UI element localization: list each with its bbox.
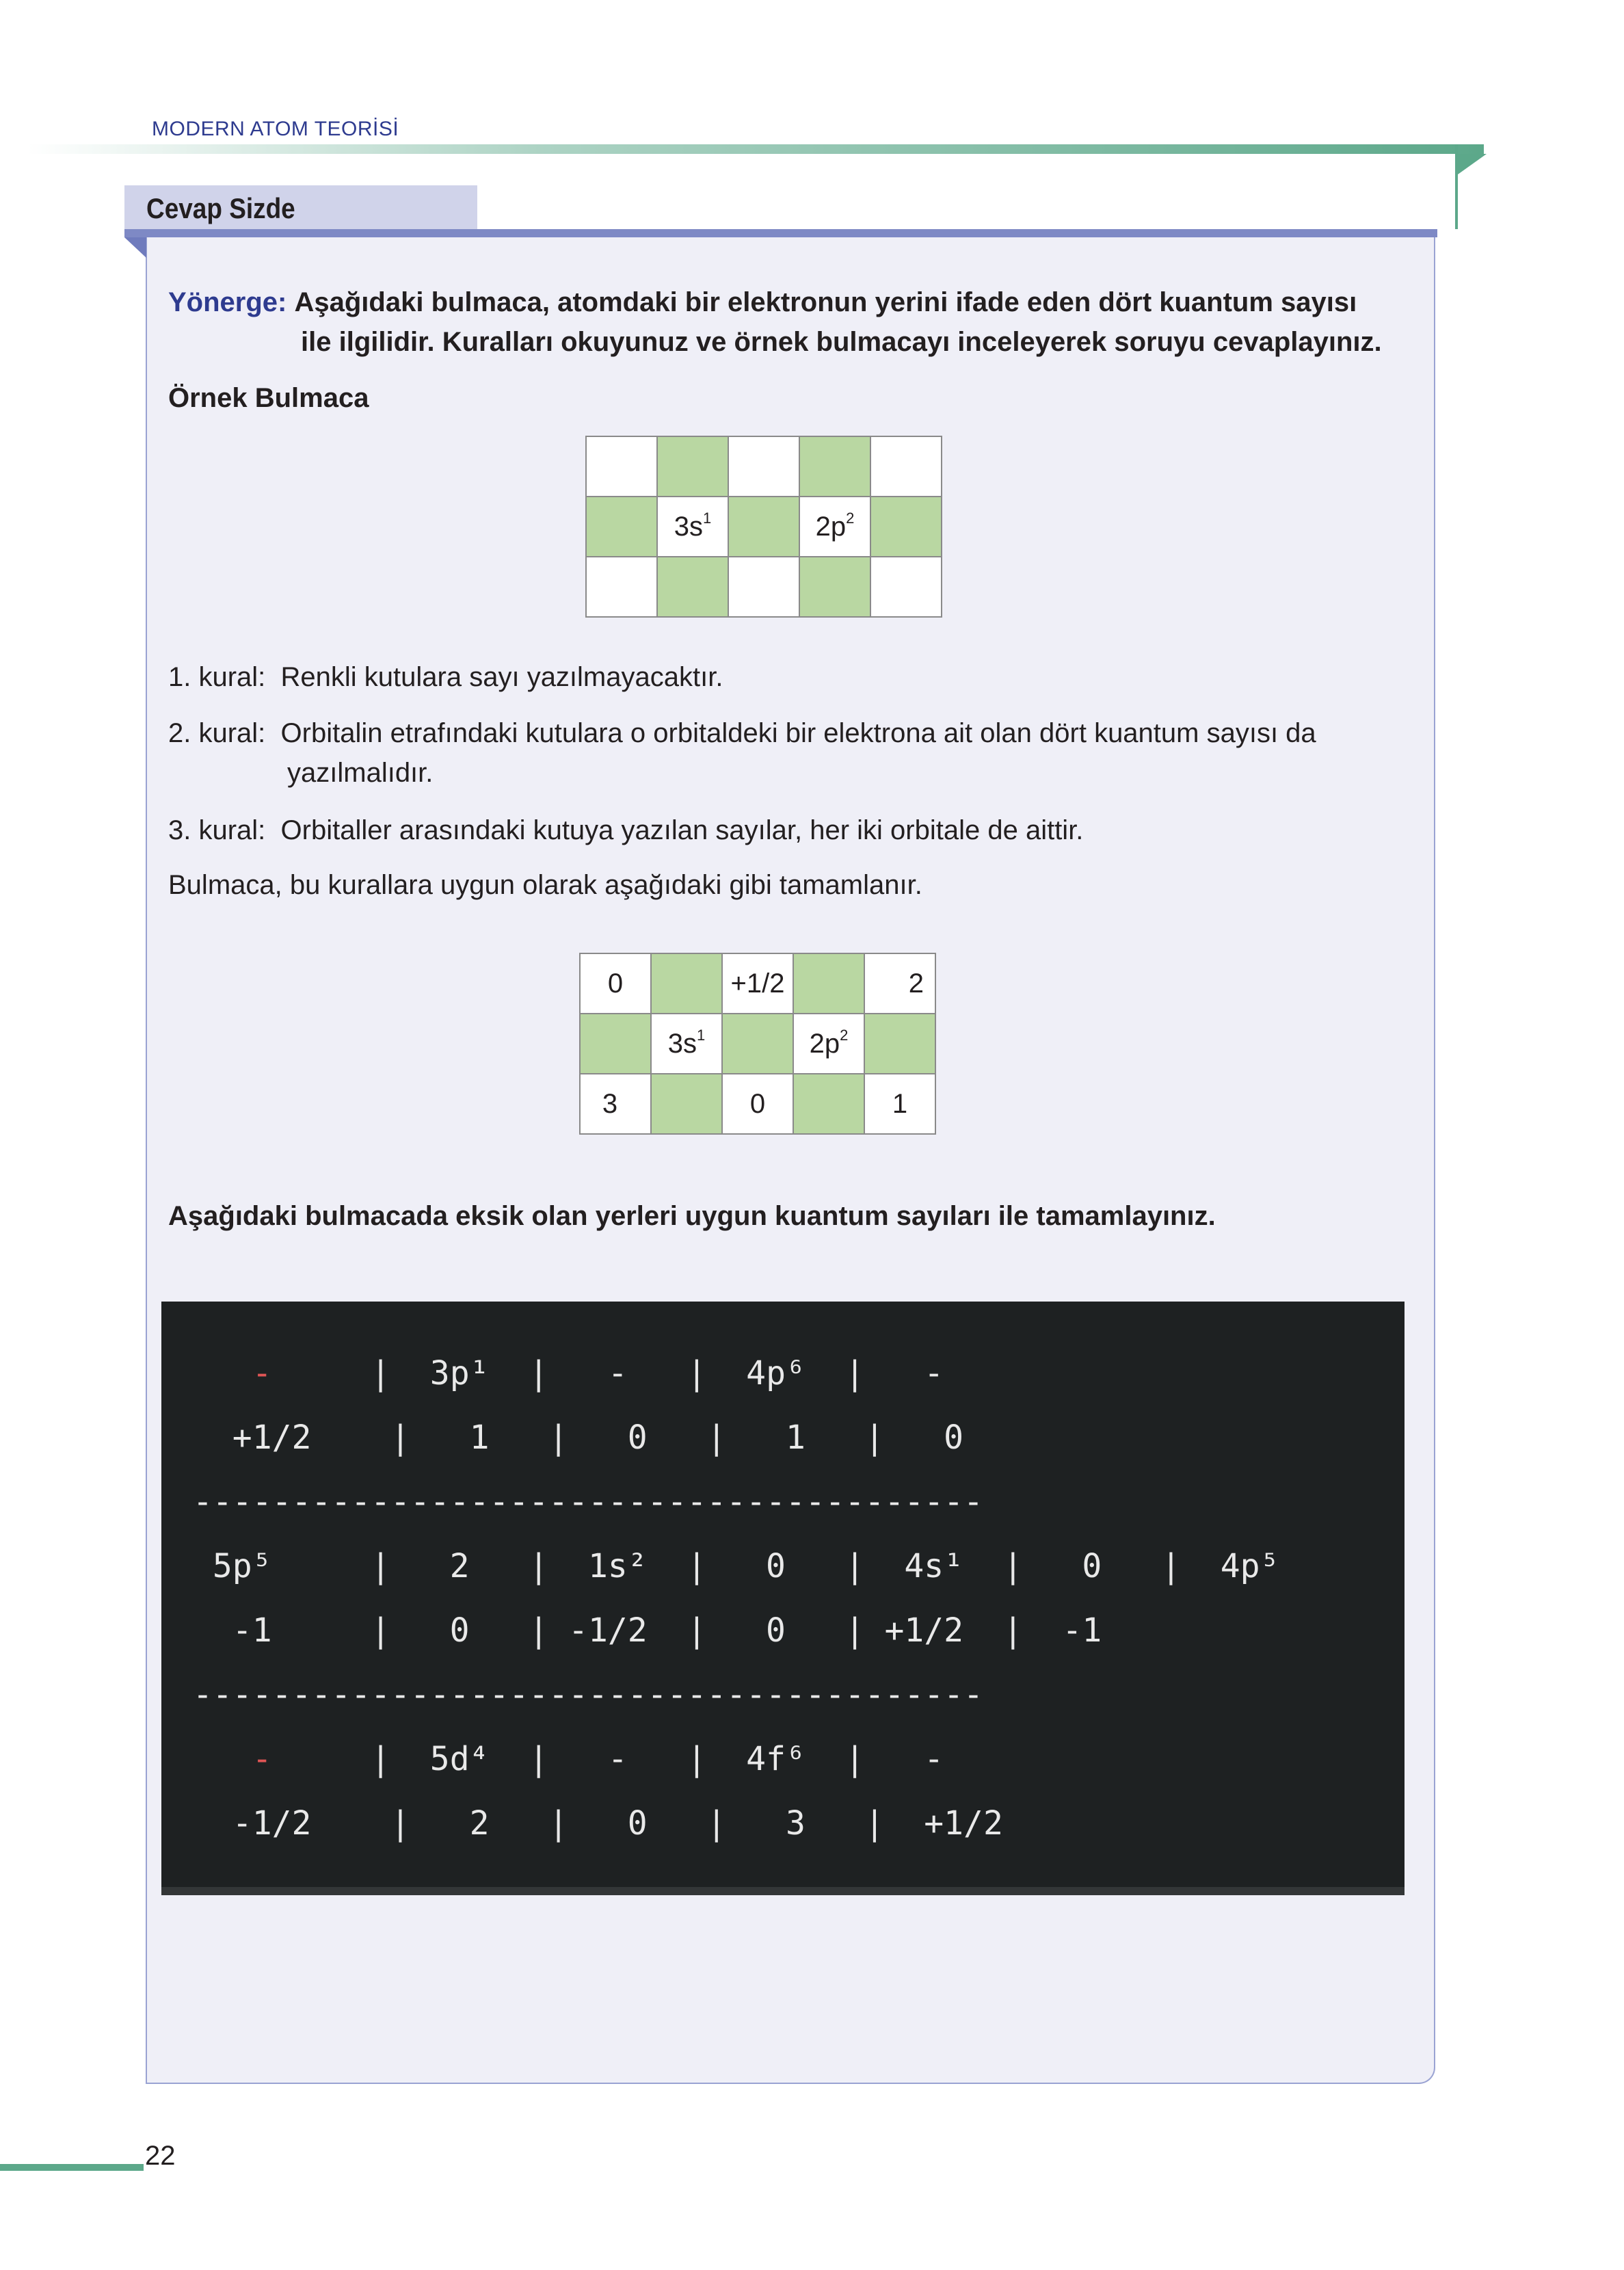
grid-cell-colored [793, 1074, 864, 1134]
missing-marker: - [252, 1354, 272, 1393]
grid-cell [870, 557, 942, 617]
grid-cell [586, 436, 657, 497]
grid-cell-colored [722, 1014, 793, 1074]
grid-cell [728, 557, 799, 617]
answer-row: -1 | 0 | -1/2 | 0 | +1/2 | -1 [193, 1611, 1102, 1650]
question-text: Aşağıdaki bulmacada eksik olan yerleri uygun kuantum sayıları ile tamamlayınız. [168, 1201, 1216, 1231]
example-puzzle-grid [585, 436, 942, 618]
section-label: Cevap Sizde [146, 192, 295, 224]
grid-cell-colored [651, 953, 722, 1014]
orbital-cell [657, 497, 728, 557]
orbital-label: 3s [667, 1028, 697, 1059]
grid-cell-colored [870, 497, 942, 557]
header-tab-corner [1458, 154, 1487, 174]
grid-cell-colored [586, 497, 657, 557]
grid-cell-colored [657, 436, 728, 497]
orbital-label: 2p [809, 1028, 840, 1059]
grid-cell [728, 436, 799, 497]
orbital-superscript: 1 [697, 1026, 706, 1044]
separator-line: ---------------------------------------- [193, 1676, 983, 1714]
quantum-number-cell: 1 [864, 1074, 935, 1134]
section-corner [124, 237, 146, 258]
separator-line: ---------------------------------------- [193, 1483, 983, 1521]
answer-row: 5p⁵ | 2 | 1s² | 0 | 4s¹ | 0 | 4p⁵ [193, 1547, 1280, 1585]
grid-cell-colored [799, 436, 870, 497]
orbital-cell [799, 497, 870, 557]
answer-code-block [161, 1302, 1405, 1895]
orbital-cell [793, 1014, 864, 1074]
grid-cell [870, 436, 942, 497]
answer-row: | 5d⁴ | - | 4f⁶ | - [271, 1740, 944, 1778]
rule-1 [168, 662, 723, 693]
orbital-label: 3s [674, 511, 703, 542]
answer-row: | 3p¹ | - | 4p⁶ | - [271, 1354, 944, 1393]
grid-cell [586, 557, 657, 617]
grid-cell-colored [864, 1014, 935, 1074]
grid-cell-colored [657, 557, 728, 617]
quantum-number-cell: 0 [722, 1074, 793, 1134]
grid-cell-colored [799, 557, 870, 617]
quantum-number-cell: 3 [580, 1074, 651, 1134]
quantum-number-cell: 0 [580, 953, 651, 1014]
page-number: 22 [145, 2141, 176, 2171]
rule-3 [168, 815, 1083, 846]
instruction-label: Yönerge: [168, 287, 287, 317]
orbital-superscript: 2 [846, 509, 855, 527]
missing-marker: - [252, 1740, 272, 1778]
grid-cell-colored [728, 497, 799, 557]
orbital-superscript: 1 [703, 509, 712, 527]
instruction-text-1: Aşağıdaki bulmaca, atomdaki bir elektronun yerini ifade eden dört kuantum sayısı [294, 287, 1357, 317]
completion-text: Bulmaca, bu kurallara uygun olarak aşağıdaki gibi tamamlanır. [168, 870, 922, 900]
quantum-number-cell: 2 [864, 953, 935, 1014]
orbital-label: 2p [815, 511, 847, 542]
grid-cell-colored [651, 1074, 722, 1134]
quantum-number-cell: +1/2 [722, 953, 793, 1014]
rule-number: 3. kural: [168, 815, 266, 845]
rule-text: Orbitaller arasındaki kutuya yazılan sayılar, her iki orbitale de aittir. [280, 815, 1084, 845]
rule-text: Renkli kutulara sayı yazılmayacaktır. [280, 662, 723, 692]
answer-row: +1/2 | 1 | 0 | 1 | 0 [193, 1418, 964, 1457]
answer-code-text [193, 1341, 1279, 1856]
completed-puzzle-grid [579, 953, 936, 1135]
orbital-cell [651, 1014, 722, 1074]
rule-2 [168, 718, 1316, 749]
grid-cell-colored [793, 953, 864, 1014]
footer-rule [0, 2164, 144, 2171]
grid-cell-colored [580, 1014, 651, 1074]
instruction-line-1 [168, 287, 1357, 318]
header-rule [27, 144, 1484, 154]
example-title: Örnek Bulmaca [168, 383, 369, 413]
rule-number: 2. kural: [168, 718, 266, 748]
rule-text: Orbitalin etrafındaki kutulara o orbitaldeki bir elektrona ait olan dört kuantum sayısı da [280, 718, 1316, 748]
orbital-superscript: 2 [840, 1026, 849, 1044]
section-label-box [124, 185, 477, 229]
answer-row: -1/2 | 2 | 0 | 3 | +1/2 [193, 1804, 1003, 1843]
instruction-line-2: ile ilgilidir. Kuralları okuyunuz ve örnek bulmacayı inceleyerek soruyu cevaplayınız. [301, 327, 1382, 357]
rule-2-continued: yazılmalıdır. [287, 758, 434, 788]
rule-number: 1. kural: [168, 662, 266, 692]
section-bar [124, 229, 1437, 237]
chapter-title: MODERN ATOM TEORİSİ [152, 118, 399, 140]
